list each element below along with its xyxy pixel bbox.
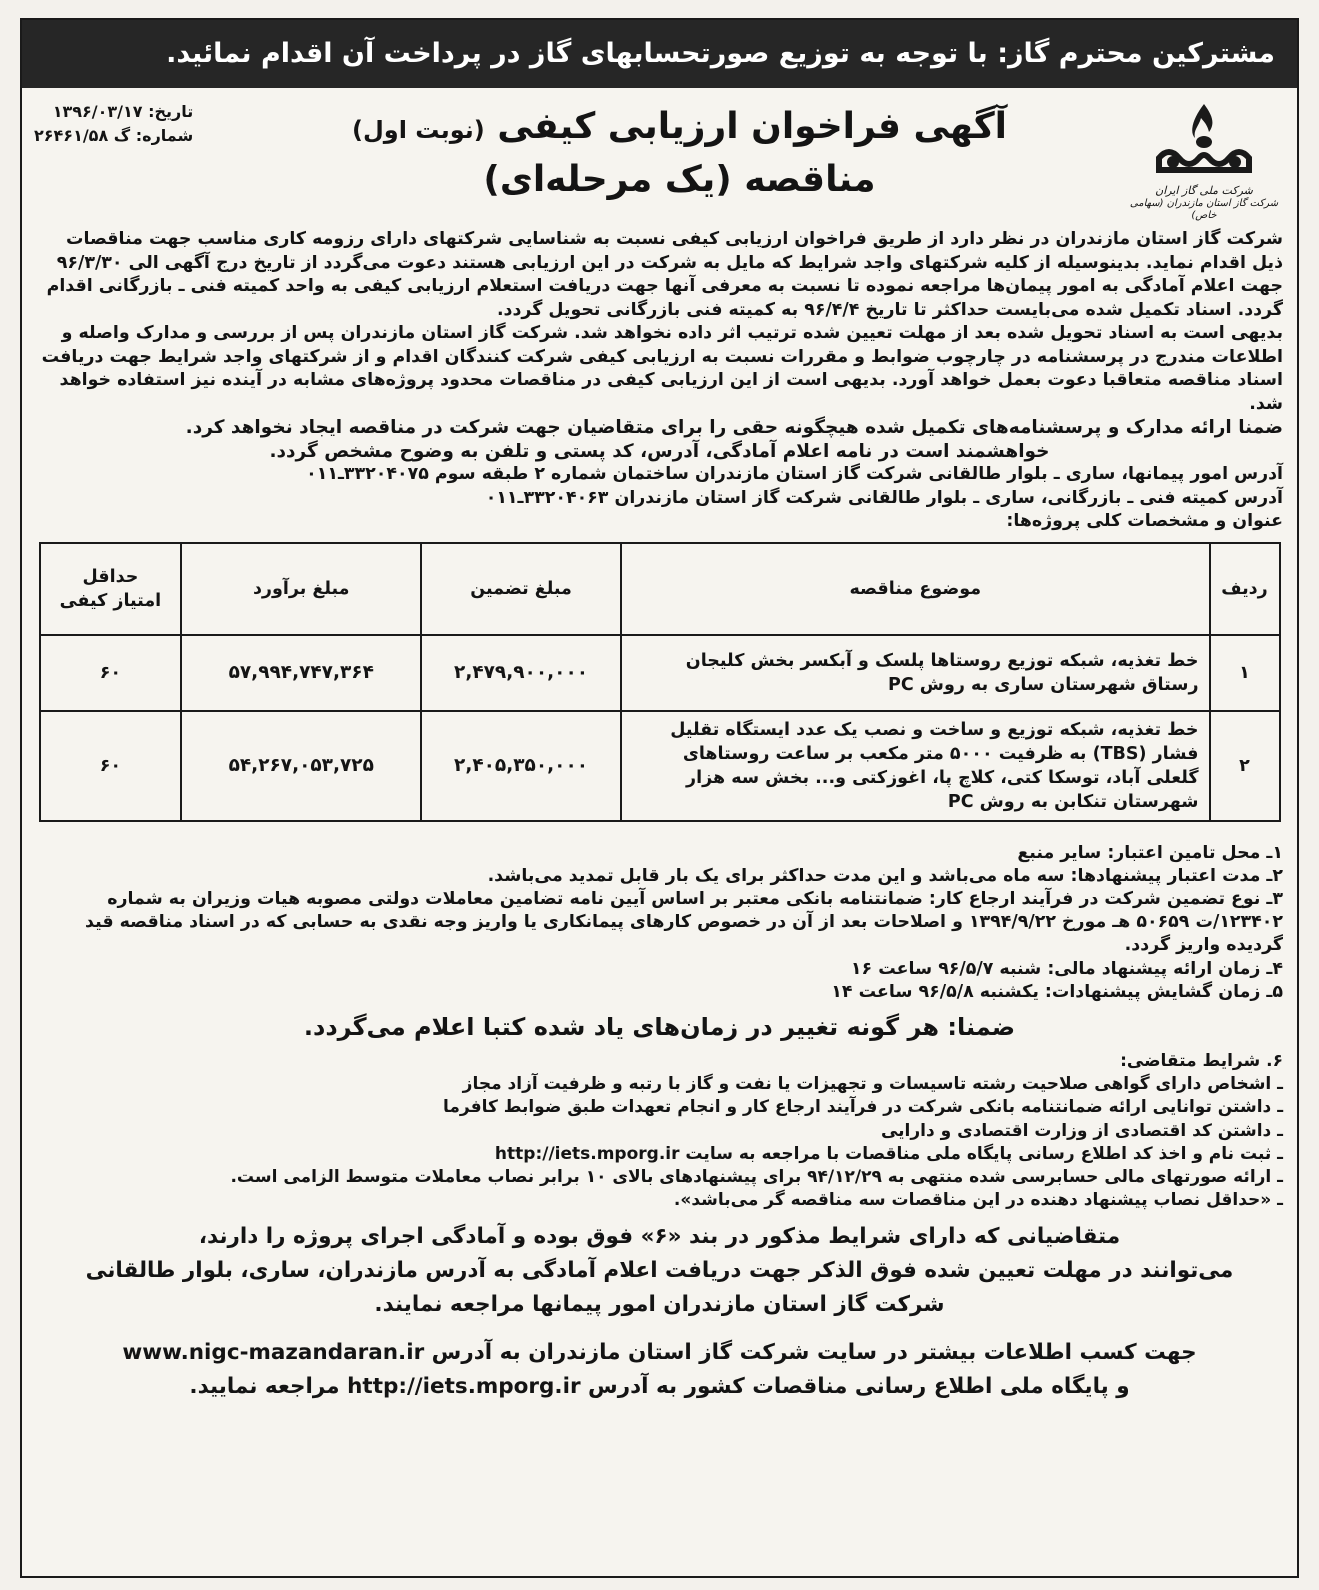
footer-line: و پایگاه ملی اطلاع رسانی مناقصات کشور به آدرس http://iets.mporg.ir مراجعه نمایید. [189,1374,1130,1400]
cell-estimate: ۵۷,۹۹۴,۷۴۷,۳۶۴ [181,635,421,711]
footer-info [22,1336,1297,1404]
logo-province-company: شرکت گاز استان مازندران (سهامی خاص) [1129,198,1279,221]
gas-flame-logo-icon [1149,100,1259,178]
projects-table [39,542,1281,822]
closing-line: شرکت گاز استان مازندران امور پیمانها مراجعه نمایند. [374,1292,945,1318]
ad-number: شماره: گ ۲۶۴۶۱/۵۸ [34,126,194,145]
projects-heading: عنوان و مشخصات کلی پروژه‌ها: [1006,511,1283,531]
ad-title [252,102,1107,155]
condition-item: ـ داشتن توانایی ارائه ضمانتنامه بانکی شرکت در فرآیند ارجاع کار و انجام تعهدات طبق ضوابط کافرما [442,1097,1283,1118]
col-header-guarantee: مبلغ تضمین [421,543,621,635]
ad-title-main: آگهی فراخوان ارزیابی کیفی [497,106,1007,147]
intro-paragraph: شرکت گاز استان مازندران در نظر دارد از طریق فراخوان ارزیابی کیفی نسبت به شناسایی شرکتهای دارای رزومه کاری مناسب جهت مناقصات ذیل اقدام نماید. بدینوسیله از کلیه شرکتهای واجد شرایط که مایل به شرکت در این ارزیابی هستند دعوت می‌گردد از تاریخ درج آگهی الی ۹۶/۳/۳۰ جهت اعلام آمادگی به امور پیمان‌ها مراجعه نموده تا نسبت به معرفی آنها جهت دریافت استعلام ارزیابی کیفی به واحد کمیته فنی ـ بازرگانی اقدام گردد. اسناد تکمیل شده می‌بایست حداکثر تا تاریخ ۹۶/۴/۴ به کمیته فنی بازرگانی تحویل گردد. [46,229,1283,320]
newspaper-ad [20,18,1299,1578]
term-item: ۵ـ زمان گشایش پیشنهادات: یکشنبه ۹۶/۵/۸ ساعت ۱۴ [831,981,1283,1002]
term-item: ۴ـ زمان ارائه پیشنهاد مالی: شنبه ۹۶/۵/۷ ساعت ۱۶ [850,958,1283,979]
cell-row: ۲ [1210,711,1280,821]
change-notice: ضمنا: هر گونه تغییر در زمان‌های یاد شده کتبا اعلام می‌گردد. [303,1012,1016,1041]
cell-min-score: ۶۰ [40,711,182,821]
closing-line: متقاضیانی که دارای شرایط مذکور در بند «۶» فوق بوده و آمادگی اجرای پروژه را دارند، [198,1224,1121,1250]
footer-line: جهت کسب اطلاعات بیشتر در سایت شرکت گاز استان مازندران به آدرس www.nigc-mazandaran.ir [122,1340,1197,1366]
term-item: ۲ـ مدت اعتبار پیشنهادها: سه ماه می‌باشد و این مدت حداکثر برای یک بار قابل تمدید می‌باشد. [487,865,1283,886]
table-header-row [40,543,1280,635]
closing-line: می‌توانند در مهلت تعیین شده فوق الذکر جهت دریافت اعلام آمادگی به آدرس مازندران، ساری، بلوار طالقانی [85,1258,1234,1284]
ad-date: تاریخ: ۱۳۹۶/۰۳/۱۷ [52,102,194,121]
col-header-estimate: مبلغ برآورد [181,543,421,635]
company-logo [1129,100,1279,220]
ad-body [22,228,1297,534]
cell-guarantee: ۲,۴۰۵,۳۵۰,۰۰۰ [421,711,621,821]
ad-header [22,88,1297,228]
condition-item: ـ ثبت نام و اخذ کد اطلاع رسانی پایگاه ملی مناقصات با مراجعه به سایت http://iets.mporg.ir [494,1143,1283,1164]
contracts-address: آدرس امور پیمانها، ساری ـ بلوار طالقانی شرکت گاز استان مازندران ساختمان شماره ۲ طبقه سوم ۳۳۲۰۴۰۷۵ـ۰۱۱ [306,464,1283,484]
col-header-min-score-line1: حداقل [82,566,139,587]
cell-min-score: ۶۰ [40,635,182,711]
cell-subject: خط تغذیه، شبکه توزیع و ساخت و نصب یک عدد ایستگاه تقلیل فشار (TBS) به ظرفیت ۵۰۰۰ متر مکعب بر ساعت روستاهای گلعلی آباد، توسکا کتی، کلاچ پا، اغوزکتی و... بخش سه هزار شهرستان تنکابن به روش PC [621,711,1210,821]
emphasis-note: ضمنا ارائه مدارک و پرسشنامه‌های تکمیل شده هیچگونه حقی را برای متقاضیان جهت شرکت در مناقصه ایجاد نخواهد کرد. [185,417,1283,438]
terms-list [22,842,1297,1004]
closing-paragraph [22,1220,1297,1322]
term-item: ۳ـ نوع تضمین شرکت در فرآیند ارجاع کار: ضمانتنامه بانکی معتبر بر اساس آیین نامه تضامین معاملات دولتی مصوبه هیات وزیران به شماره ۱۲۳۴۰۲/ت ۵۰۶۵۹ هـ مورخ ۱۳۹۴/۹/۲۲ و اصلاحات بعد از آن در خصوص کارهای پیمانکاری یا واریز وجه نقدی به حسابی که در اسناد مناقصه قید گردیده واریز گردد. [85,888,1283,956]
cell-subject: خط تغذیه، شبکه توزیع روستاها پلسک و آبکسر بخش کلیجان رستاق شهرستان ساری به روش PC [621,635,1210,711]
ad-title-block [252,102,1107,205]
conditions-list [22,1050,1297,1212]
ad-meta [34,100,193,148]
table-row [40,635,1280,711]
cell-guarantee: ۲,۴۷۹,۹۰۰,۰۰۰ [421,635,621,711]
col-header-subject: موضوع مناقصه [621,543,1210,635]
ad-title-round: (نوبت اول) [352,116,485,144]
top-banner: مشترکین محترم گاز: با توجه به توزیع صورتحسابهای گاز در پرداخت آن اقدام نمائید. [22,20,1297,88]
col-header-min-score-line2: امتیاز کیفی [59,590,162,611]
term-item: ۱ـ محل تامین اعتبار: سایر منبع [1017,842,1283,863]
ad-subtitle: مناقصه (یک مرحله‌ای) [483,159,876,200]
cell-estimate: ۵۴,۲۶۷,۰۵۳,۷۲۵ [181,711,421,821]
table-row [40,711,1280,821]
cell-row: ۱ [1210,635,1280,711]
committee-address: آدرس کمیته فنی ـ بازرگانی، ساری ـ بلوار طالقانی شرکت گاز استان مازندران ۳۳۲۰۴۰۶۳ـ۰۱۱ [485,487,1283,508]
condition-item: ـ داشتن کد اقتصادی از وزارت اقتصادی و دارایی [880,1120,1283,1141]
intro-paragraph: بدیهی است به اسناد تحویل شده بعد از مهلت تعیین شده ترتیب اثر داده نخواهد شد. شرکت گاز استان مازندران پس از بررسی و مدارک واصله و اطلاعات مندرج در پرسشنامه در چارچوب ضوابط و مقررات نسبت به ارزیابی کیفی شرکت کنندگان اقدام و از شرکتهای واجد شرایط جهت دریافت اسناد مناقصه متعاقبا دعوت بعمل خواهد آورد. بدیهی است از این ارزیابی کیفی در مناقصات محدود پروژه‌های مشابه در آینده نیز استفاده خواهد شد. [41,323,1283,414]
col-header-row: ردیف [1210,543,1280,635]
logo-company-name: شرکت ملی گاز ایران [1155,184,1253,197]
emphasis-note: خواهشمند است در نامه اعلام آمادگی، آدرس، کد پستی و تلفن به وضوح مشخص گردد. [269,440,1050,462]
condition-item: ـ «حداقل نصاب پیشنهاد دهنده در این مناقصات سه مناقصه گر می‌باشد». [673,1190,1283,1211]
col-header-min-score [40,543,182,635]
conditions-title: ۶. شرایط متقاضی: [1120,1050,1283,1071]
condition-item: ـ ارائه صورتهای مالی حسابرسی شده منتهی به ۹۴/۱۲/۲۹ برای پیشنهادهای بالای ۱۰ برابر نصاب معاملات متوسط الزامی است. [230,1166,1283,1187]
condition-item: ـ اشخاص دارای گواهی صلاحیت رشته تاسیسات و تجهیزات یا نفت و گاز با رتبه و ظرفیت آزاد مجاز [462,1074,1283,1095]
